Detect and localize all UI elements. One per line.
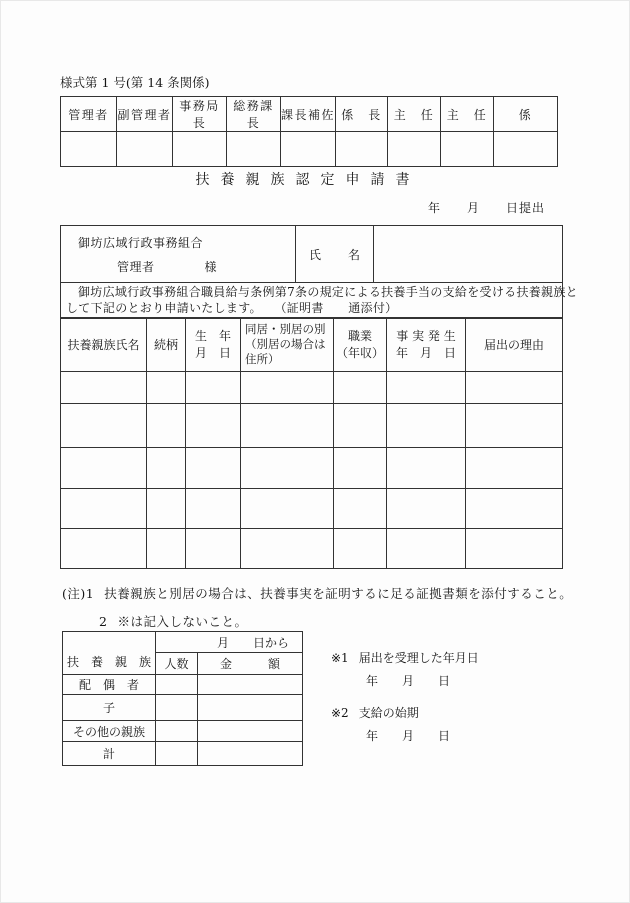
approval-col-senior-staff-2: 主 任: [441, 97, 494, 132]
entry-cell: [387, 448, 466, 489]
addressee-title-honorific: 管理者 様: [117, 260, 218, 274]
entry-cell: [387, 404, 466, 448]
summary-row-label: その他の親族: [63, 721, 156, 742]
note-2-label: 2: [99, 614, 108, 629]
summary-row-spouse: [63, 675, 303, 695]
side-note-2-date: 年 月 日: [366, 729, 451, 743]
entry-cell: [147, 448, 186, 489]
entry-cell: [61, 489, 147, 529]
name-label-cell: [296, 226, 374, 283]
note-1-text: 扶養親族と別居の場合は、扶養事実を証明するに足る証拠書類を添付すること。: [104, 586, 573, 601]
entry-cell: [241, 404, 334, 448]
stamp-cell: [336, 132, 388, 167]
stamp-cell: [173, 132, 227, 167]
entry-cell: [147, 529, 186, 569]
approval-col-general-affairs-chief: 総務課長: [227, 97, 281, 132]
entry-cell: [334, 404, 387, 448]
col-dependent-name: 扶養親族氏名: [61, 318, 147, 372]
summary-col-amount: 金 額: [198, 653, 303, 675]
entry-cell: [147, 372, 186, 404]
entry-cell: [334, 448, 387, 489]
occupation-line-1: 職業: [347, 328, 372, 343]
entry-cell: [387, 529, 466, 569]
fact-date-line-2: 年 月 日: [395, 345, 456, 360]
entry-cell: [466, 372, 563, 404]
side-note-1: [331, 649, 479, 666]
side-note-1-label: ※1: [331, 651, 349, 665]
entry-cell: [156, 721, 198, 742]
living-status-line-2: （別居の場合は: [245, 337, 326, 351]
name-entry-cell: [374, 226, 563, 283]
dependent-entry-row: [61, 372, 563, 404]
approval-col-secretary-general: 事務局長: [173, 97, 227, 132]
col-occupation: [334, 318, 387, 372]
dependent-entry-row: [61, 448, 563, 489]
entry-cell: [198, 721, 303, 742]
entry-cell: [156, 742, 198, 766]
stamp-cell: [281, 132, 336, 167]
form-number: 様式第 1 号(第 14 条関係): [60, 75, 210, 90]
note-2-text: ※は記入しないこと。: [117, 614, 248, 629]
entry-cell: [156, 695, 198, 721]
summary-table: [62, 631, 303, 766]
summary-row-label: 配 偶 者: [63, 675, 156, 695]
entry-cell: [241, 529, 334, 569]
entry-cell: [186, 372, 241, 404]
stamp-cell: [117, 132, 173, 167]
approval-col-senior-staff-1: 主 任: [388, 97, 441, 132]
side-note-2-text: 支給の始期: [358, 706, 419, 720]
entry-cell: [147, 489, 186, 529]
col-relationship: 続柄: [147, 318, 186, 372]
summary-row-total: [63, 742, 303, 766]
stamp-cell: [441, 132, 494, 167]
summary-row-other-relatives: [63, 721, 303, 742]
name-label-right: 名: [347, 247, 360, 262]
entry-cell: [156, 675, 198, 695]
entry-cell: [466, 529, 563, 569]
entry-cell: [334, 529, 387, 569]
entry-cell: [466, 404, 563, 448]
applicant-row: [61, 226, 563, 283]
stamp-cell: [388, 132, 441, 167]
entry-cell: [61, 529, 147, 569]
note-1: [62, 584, 572, 602]
approval-stamp-table: [60, 96, 558, 167]
entry-cell: [61, 372, 147, 404]
submit-date-line: 年 月 日提出: [427, 201, 545, 215]
statement-line-1: 御坊広域行政事務組合職員給与条例第7条の規定による扶養手当の支給を受ける扶養親族と: [78, 285, 578, 299]
entry-cell: [61, 448, 147, 489]
dependent-entry-row: [61, 529, 563, 569]
entry-cell: [466, 448, 563, 489]
approval-col-manager: 管理者: [61, 97, 117, 132]
entry-cell: [241, 372, 334, 404]
summary-group-header-cell: [63, 632, 156, 675]
dependent-entry-row: [61, 489, 563, 529]
summary-row-label: 子: [63, 695, 156, 721]
summary-group-label: 扶 養 親 族: [66, 655, 151, 669]
dependents-table: [60, 317, 563, 569]
entry-cell: [241, 489, 334, 529]
summary-period-cell: 月 日から: [156, 632, 303, 653]
side-note-2: [331, 704, 419, 721]
stamp-cell: [494, 132, 558, 167]
name-label-left: 氏: [309, 247, 322, 262]
approval-col-deputy-manager: 副管理者: [117, 97, 173, 132]
approval-col-staff: 係: [494, 97, 558, 132]
addressee-cell: [61, 226, 296, 283]
entry-cell: [198, 742, 303, 766]
living-status-line-1: 同居・別居の別: [245, 322, 326, 336]
note-2: [99, 612, 247, 630]
approval-col-assistant-chief: 課長補佐: [281, 97, 336, 132]
dependents-header-row: [61, 318, 563, 372]
statement-line-2: して下記のとおり申請いたします。 （証明書 通添付）: [66, 301, 398, 315]
stamp-cell: [227, 132, 281, 167]
col-fact-occurrence-date: [387, 318, 466, 372]
entry-cell: [387, 372, 466, 404]
page-title: 扶養親族認定申請書: [195, 172, 421, 188]
entry-cell: [147, 404, 186, 448]
entry-cell: [387, 489, 466, 529]
entry-cell: [241, 448, 334, 489]
addressee-organization: 御坊広域行政事務組合: [78, 236, 204, 250]
approval-stamp-row: [61, 132, 558, 167]
side-note-2-label: ※2: [331, 706, 349, 720]
side-note-1-date: 年 月 日: [366, 674, 451, 688]
approval-col-section-head: 係 長: [336, 97, 388, 132]
summary-col-count: 人数: [156, 653, 198, 675]
summary-row-label: 計: [63, 742, 156, 766]
note-1-label: (注)1: [62, 586, 95, 601]
occupation-line-2: （年収）: [335, 345, 384, 360]
summary-period-row: [63, 632, 303, 653]
col-notification-reason: 届出の理由: [466, 318, 563, 372]
entry-cell: [198, 695, 303, 721]
entry-cell: [334, 372, 387, 404]
entry-cell: [334, 489, 387, 529]
approval-header-row: [61, 97, 558, 132]
stamp-cell: [61, 132, 117, 167]
entry-cell: [186, 404, 241, 448]
applicant-box: [60, 225, 578, 319]
entry-cell: [186, 448, 241, 489]
summary-row-child: [63, 695, 303, 721]
col-living-status: [241, 318, 334, 372]
entry-cell: [61, 404, 147, 448]
side-note-1-text: 届出を受理した年月日: [358, 651, 479, 665]
living-status-line-3: 住所）: [245, 352, 280, 366]
birth-date-line-2: 月 日: [194, 345, 231, 360]
col-birth-date: [186, 318, 241, 372]
entry-cell: [186, 489, 241, 529]
entry-cell: [186, 529, 241, 569]
entry-cell: [466, 489, 563, 529]
birth-date-line-1: 生 年: [194, 328, 231, 343]
statement-cell: [61, 283, 578, 319]
statement-row: [61, 283, 563, 319]
entry-cell: [198, 675, 303, 695]
dependent-entry-row: [61, 404, 563, 448]
fact-date-line-1: 事 実 発 生: [396, 328, 456, 343]
